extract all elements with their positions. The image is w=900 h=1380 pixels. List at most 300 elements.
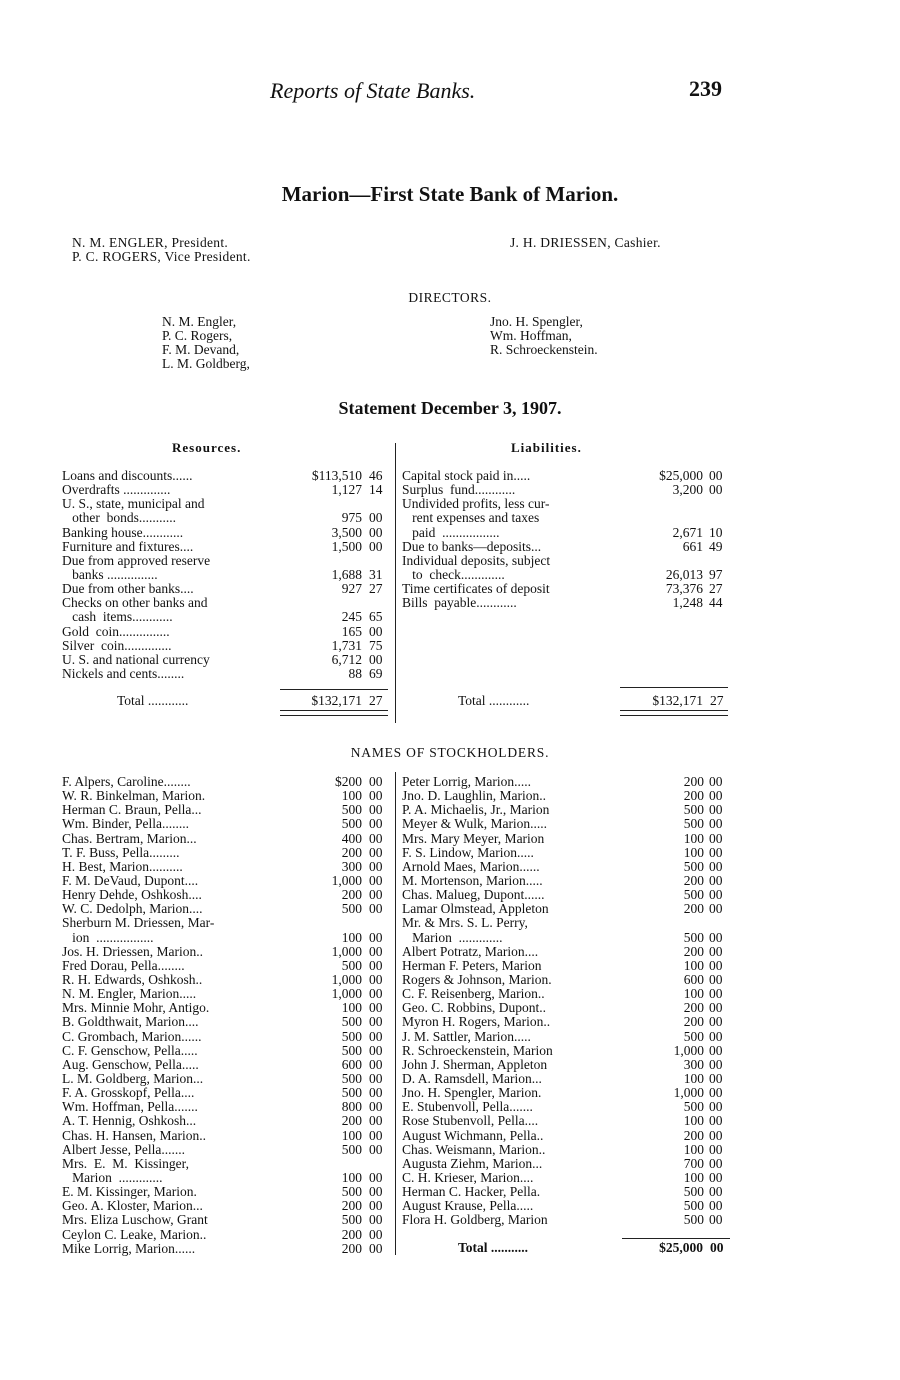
table-row — [62, 1185, 392, 1199]
table-row — [402, 568, 730, 582]
row-cents: 00 — [709, 957, 723, 973]
table-row — [402, 1058, 732, 1072]
stockholders-total-dollars: $25,000 — [659, 1240, 703, 1255]
row-cents: 00 — [369, 1056, 383, 1072]
row-cents: 00 — [709, 1198, 723, 1214]
row-dollars: 73,376 — [665, 581, 703, 597]
table-row — [62, 667, 390, 681]
table-row — [402, 1015, 732, 1029]
row-cents: 00 — [369, 1141, 383, 1157]
row-label: Meyer & Wulk, Marion..... — [402, 816, 548, 832]
row-cents: 00 — [369, 1212, 383, 1228]
row-label: Ceylon C. Leake, Marion.. — [62, 1226, 207, 1242]
liabilities-total-cents: 27 — [710, 693, 724, 708]
row-cents: 00 — [709, 1113, 723, 1129]
row-dollars: 1,127 — [331, 482, 362, 498]
table-row — [62, 902, 392, 916]
table-row — [62, 987, 392, 1001]
row-cents: 00 — [369, 1226, 383, 1242]
row-cents: 14 — [369, 482, 383, 498]
row-cents: 44 — [709, 595, 723, 611]
row-label: Arnold Maes, Marion...... — [402, 858, 540, 874]
row-cents: 00 — [369, 538, 383, 554]
row-dollars: 500 — [341, 1085, 362, 1101]
directors-left-list — [162, 315, 250, 371]
resources-table — [62, 469, 390, 681]
table-row — [62, 483, 390, 497]
row-dollars: 400 — [341, 830, 362, 846]
table-row — [402, 1072, 732, 1086]
table-row — [62, 469, 390, 483]
row-dollars: 500 — [341, 1042, 362, 1058]
row-label: P. A. Michaelis, Jr., Marion — [402, 802, 550, 818]
table-row — [62, 803, 392, 817]
row-label: F. A. Grosskopf, Pella.... — [62, 1085, 195, 1101]
row-label: Due from other banks.... — [62, 581, 194, 597]
row-label: H. Best, Marion.......... — [62, 858, 183, 874]
director-name: F. M. Devand, — [162, 342, 240, 357]
row-cents: 00 — [709, 1155, 723, 1171]
row-label: Undivided profits, less cur- — [402, 496, 550, 512]
row-label: U. S. and national currency — [62, 651, 210, 667]
row-label: Chas. H. Hansen, Marion.. — [62, 1127, 206, 1143]
row-cents: 46 — [369, 468, 383, 483]
row-dollars: 100 — [341, 788, 362, 804]
row-dollars: 1,000 — [673, 1042, 704, 1058]
row-dollars: 88 — [348, 665, 362, 681]
row-cents: 00 — [709, 929, 723, 945]
table-row — [402, 803, 732, 817]
row-dollars: 1,500 — [331, 538, 362, 554]
row-cents: 27 — [369, 581, 383, 597]
row-cents: 00 — [709, 986, 723, 1002]
row-cents: 00 — [369, 816, 383, 832]
stockholders-left-list — [62, 775, 392, 1256]
balance-divider — [395, 443, 396, 723]
row-dollars: 300 — [341, 858, 362, 874]
row-label: Albert Potratz, Marion.... — [402, 943, 539, 959]
row-cents: 00 — [369, 1042, 383, 1058]
table-row — [62, 1044, 392, 1058]
row-cents: 00 — [369, 858, 383, 874]
row-label: Due to banks—deposits... — [402, 538, 542, 554]
row-cents: 00 — [709, 1056, 723, 1072]
row-cents: 00 — [369, 887, 383, 903]
liabilities-heading: Liabilities. — [511, 440, 582, 455]
row-label: Herman F. Peters, Marion — [402, 957, 542, 973]
table-row — [402, 973, 732, 987]
row-dollars: 100 — [683, 1070, 704, 1086]
row-label: L. M. Goldberg, Marion... — [62, 1070, 204, 1086]
row-dollars: 500 — [341, 1070, 362, 1086]
table-row — [62, 1001, 392, 1015]
resources-subtotal-rule — [280, 689, 388, 690]
table-row — [402, 832, 732, 846]
table-row — [402, 874, 732, 888]
row-cents: 00 — [709, 788, 723, 804]
table-row — [62, 789, 392, 803]
table-row — [62, 888, 392, 902]
liabilities-total-dollars: $132,171 — [652, 693, 703, 708]
row-label: Mrs. Minnie Mohr, Antigo. — [62, 1000, 210, 1016]
row-label: Albert Jesse, Pella....... — [62, 1141, 185, 1157]
directors-right-list — [490, 315, 598, 357]
row-cents: 00 — [369, 1085, 383, 1101]
row-label: E. M. Kissinger, Marion. — [62, 1184, 197, 1200]
row-label: Nickels and cents........ — [62, 665, 185, 681]
table-row — [402, 1044, 732, 1058]
row-label: Myron H. Rogers, Marion.. — [402, 1014, 551, 1030]
row-dollars: 500 — [683, 1212, 704, 1228]
row-dollars: 500 — [341, 1212, 362, 1228]
table-row — [62, 526, 390, 540]
row-dollars: 500 — [683, 816, 704, 832]
statement-title: Statement December 3, 1907. — [338, 398, 562, 418]
table-row — [62, 1114, 392, 1128]
row-dollars: 975 — [341, 510, 362, 526]
table-row — [402, 526, 730, 540]
row-dollars: $25,000 — [659, 468, 703, 483]
table-row — [402, 540, 730, 554]
row-dollars: 1,248 — [672, 595, 703, 611]
row-dollars: 600 — [683, 971, 704, 987]
row-label: Rogers & Johnson, Marion. — [402, 971, 552, 987]
row-dollars: 500 — [683, 1184, 704, 1200]
table-row — [62, 625, 390, 639]
row-cents: 00 — [709, 1127, 723, 1143]
row-label: B. Goldthwait, Marion.... — [62, 1014, 199, 1030]
row-cents: 00 — [709, 468, 723, 483]
table-row — [62, 775, 392, 789]
row-label: Chas. Malueg, Dupont...... — [402, 887, 545, 903]
row-dollars: 1,000 — [331, 986, 362, 1002]
row-label: Time certificates of deposit — [402, 581, 550, 597]
row-dollars: 200 — [683, 774, 704, 789]
row-label: M. Mortenson, Marion..... — [402, 872, 543, 888]
row-label: Capital stock paid in..... — [402, 468, 531, 483]
row-dollars: 700 — [683, 1155, 704, 1171]
table-row — [402, 1030, 732, 1044]
row-cents: 00 — [369, 1198, 383, 1214]
officer-vice-president: P. C. ROGERS, Vice President. — [72, 249, 251, 264]
stockholders-total-cents: 00 — [710, 1240, 724, 1255]
table-row — [62, 945, 392, 959]
table-row — [62, 1143, 392, 1157]
row-cents: 00 — [709, 1099, 723, 1115]
row-label: Jno. H. Spengler, Marion. — [402, 1085, 542, 1101]
row-dollars: 100 — [683, 957, 704, 973]
row-dollars: 1,000 — [331, 943, 362, 959]
table-row — [62, 511, 390, 525]
row-dollars: 500 — [341, 1141, 362, 1157]
table-row — [62, 554, 390, 568]
row-dollars: 500 — [683, 1198, 704, 1214]
director-name: Wm. Hoffman, — [490, 328, 572, 343]
row-cents: 00 — [709, 774, 723, 789]
table-row — [62, 1157, 392, 1171]
row-label: Chas. Bertram, Marion... — [62, 830, 197, 846]
row-dollars: 500 — [341, 1028, 362, 1044]
row-label: Fred Dorau, Pella........ — [62, 957, 185, 973]
row-dollars: 500 — [683, 1028, 704, 1044]
row-label: Loans and discounts...... — [62, 468, 193, 483]
table-row — [402, 945, 732, 959]
liabilities-table — [402, 469, 730, 610]
row-label: Herman C. Braun, Pella... — [62, 802, 202, 818]
row-dollars: 3,500 — [331, 524, 362, 540]
row-cents: 00 — [369, 788, 383, 804]
row-cents: 00 — [709, 1141, 723, 1157]
row-cents: 00 — [709, 1169, 723, 1185]
row-cents: 97 — [709, 566, 723, 582]
table-row — [62, 1228, 392, 1242]
table-row — [402, 1129, 732, 1143]
row-dollars: 500 — [683, 929, 704, 945]
table-row — [62, 568, 390, 582]
table-row — [62, 1242, 392, 1256]
table-row — [402, 916, 732, 930]
row-dollars: 200 — [341, 1226, 362, 1242]
row-cents: 00 — [709, 482, 723, 498]
table-row — [402, 1213, 732, 1227]
row-cents: 00 — [709, 1014, 723, 1030]
row-dollars: 1,000 — [673, 1085, 704, 1101]
row-label: E. Stubenvoll, Pella....... — [402, 1099, 533, 1115]
table-row — [62, 1100, 392, 1114]
table-row — [402, 789, 732, 803]
row-cents: 00 — [369, 986, 383, 1002]
row-label: Sherburn M. Driessen, Mar- — [62, 915, 215, 931]
row-dollars: 500 — [341, 1184, 362, 1200]
table-row — [402, 582, 730, 596]
bank-title: Marion—First State Bank of Marion. — [281, 182, 619, 206]
table-row — [402, 1171, 732, 1185]
table-row — [62, 610, 390, 624]
table-row — [402, 987, 732, 1001]
officer-president: N. M. ENGLER, President. — [72, 235, 229, 250]
row-dollars: 100 — [341, 1127, 362, 1143]
resources-heading: Resources. — [172, 440, 242, 455]
row-label: Bills payable............ — [402, 595, 517, 611]
row-dollars: 26,013 — [665, 566, 703, 582]
table-row — [62, 832, 392, 846]
row-cents: 00 — [709, 1042, 723, 1058]
row-dollars: 200 — [341, 1113, 362, 1129]
row-cents: 49 — [709, 538, 723, 554]
table-row — [402, 1199, 732, 1213]
row-label: C. H. Krieser, Marion.... — [402, 1169, 534, 1185]
row-cents: 27 — [709, 581, 723, 597]
table-row — [62, 846, 392, 860]
row-label: Augusta Ziehm, Marion... — [402, 1155, 543, 1171]
table-row — [402, 483, 730, 497]
row-label: F. Alpers, Caroline........ — [62, 774, 191, 789]
table-row — [402, 1114, 732, 1128]
row-cents: 00 — [369, 510, 383, 526]
row-dollars: 200 — [341, 887, 362, 903]
row-dollars: 500 — [683, 858, 704, 874]
director-name: P. C. Rogers, — [162, 328, 233, 343]
row-dollars: 200 — [683, 943, 704, 959]
row-dollars: 200 — [683, 1000, 704, 1016]
table-row — [402, 888, 732, 902]
row-label: C. F. Genschow, Pella..... — [62, 1042, 198, 1058]
row-cents: 00 — [369, 1169, 383, 1185]
row-dollars: 200 — [683, 901, 704, 917]
row-dollars: 500 — [341, 802, 362, 818]
row-label: Marion ............. — [402, 929, 503, 945]
stockholders-divider — [395, 772, 396, 1255]
row-dollars: 600 — [341, 1056, 362, 1072]
row-cents: 00 — [709, 901, 723, 917]
table-row — [62, 973, 392, 987]
row-cents: 00 — [709, 1212, 723, 1228]
row-label: Herman C. Hacker, Pella. — [402, 1184, 541, 1200]
row-cents: 00 — [709, 1085, 723, 1101]
row-dollars: 500 — [341, 1014, 362, 1030]
resources-total-label: Total ............ — [117, 693, 189, 708]
page-number: 239 — [689, 76, 722, 101]
table-row — [402, 1100, 732, 1114]
row-label: Aug. Genschow, Pella..... — [62, 1056, 199, 1072]
row-cents: 00 — [709, 816, 723, 832]
row-cents: 00 — [709, 971, 723, 987]
row-cents: 00 — [369, 844, 383, 860]
row-cents: 00 — [369, 1184, 383, 1200]
row-label: Checks on other banks and — [62, 595, 208, 611]
row-cents: 00 — [369, 830, 383, 846]
row-cents: 00 — [369, 774, 383, 789]
row-dollars: 1,731 — [331, 637, 362, 653]
row-dollars: 200 — [683, 1014, 704, 1030]
row-dollars: 800 — [341, 1099, 362, 1115]
row-cents: 00 — [369, 1127, 383, 1143]
table-row — [62, 582, 390, 596]
row-cents: 00 — [709, 943, 723, 959]
row-cents: 00 — [369, 1000, 383, 1016]
row-label: U. S., state, municipal and — [62, 496, 205, 512]
row-label: Silver coin.............. — [62, 637, 172, 653]
row-cents: 00 — [369, 929, 383, 945]
row-label: Individual deposits, subject — [402, 552, 551, 568]
table-row — [402, 511, 730, 525]
row-dollars: 500 — [683, 1099, 704, 1115]
row-cents: 00 — [369, 623, 383, 639]
row-label: rent expenses and taxes — [402, 510, 540, 526]
row-cents: 00 — [369, 1099, 383, 1115]
table-row — [402, 1185, 732, 1199]
row-label: A. T. Hennig, Oshkosh... — [62, 1113, 197, 1129]
liabilities-total-label: Total ............ — [458, 693, 530, 708]
table-row — [62, 596, 390, 610]
table-row — [62, 540, 390, 554]
director-name: L. M. Goldberg, — [162, 356, 250, 371]
row-label: John J. Sherman, Appleton — [402, 1056, 548, 1072]
row-dollars: 2,671 — [672, 524, 703, 540]
row-dollars: 1,000 — [331, 872, 362, 888]
table-row — [62, 1058, 392, 1072]
director-name: N. M. Engler, — [162, 314, 237, 329]
row-dollars: 245 — [341, 609, 362, 625]
table-row — [62, 639, 390, 653]
row-label: Peter Lorrig, Marion..... — [402, 774, 531, 789]
table-row — [402, 596, 730, 610]
row-cents: 00 — [369, 1240, 383, 1256]
row-label: T. F. Buss, Pella......... — [62, 844, 180, 860]
directors-heading: DIRECTORS. — [408, 290, 492, 305]
row-dollars: 1,688 — [331, 566, 362, 582]
table-row — [402, 469, 730, 483]
row-dollars: 3,200 — [672, 482, 703, 498]
table-row — [62, 1199, 392, 1213]
row-dollars: 300 — [683, 1056, 704, 1072]
table-row — [62, 916, 392, 930]
table-row — [402, 1143, 732, 1157]
row-label: Mrs. Mary Meyer, Marion — [402, 830, 545, 846]
stockholders-total-rule — [622, 1238, 730, 1239]
row-cents: 00 — [709, 858, 723, 874]
table-row — [62, 931, 392, 945]
row-dollars: 100 — [683, 1113, 704, 1129]
row-label: R. Schroeckenstein, Marion — [402, 1042, 553, 1058]
table-row — [402, 497, 730, 511]
row-cents: 10 — [709, 524, 723, 540]
table-row — [62, 874, 392, 888]
row-dollars: 100 — [341, 1000, 362, 1016]
row-label: paid ................. — [402, 524, 500, 540]
table-row — [402, 860, 732, 874]
table-row — [62, 860, 392, 874]
row-cents: 00 — [709, 1184, 723, 1200]
row-dollars: 661 — [682, 538, 703, 554]
table-row — [402, 554, 730, 568]
stockholders-heading: NAMES OF STOCKHOLDERS. — [350, 745, 550, 760]
row-dollars: 500 — [341, 957, 362, 973]
row-label: Lamar Olmstead, Appleton — [402, 901, 549, 917]
table-row — [62, 653, 390, 667]
row-cents: 00 — [369, 957, 383, 973]
row-label: other bonds........... — [62, 510, 176, 526]
row-label: ion ................. — [62, 929, 154, 945]
row-label: Wm. Binder, Pella........ — [62, 816, 189, 832]
resources-total-cents: 27 — [369, 693, 383, 708]
row-label: C. F. Reisenberg, Marion.. — [402, 986, 545, 1002]
row-dollars: $200 — [335, 774, 362, 789]
row-cents: 00 — [709, 844, 723, 860]
resources-total-double-rule — [280, 710, 388, 716]
row-label: Gold coin............... — [62, 623, 170, 639]
row-label: Geo. A. Kloster, Marion... — [62, 1198, 203, 1214]
row-cents: 00 — [709, 872, 723, 888]
row-cents: 00 — [369, 802, 383, 818]
row-cents: 00 — [369, 524, 383, 540]
row-label: to check............. — [402, 566, 505, 582]
row-label: August Krause, Pella..... — [402, 1198, 534, 1214]
row-dollars: 100 — [683, 844, 704, 860]
row-dollars: 1,000 — [331, 971, 362, 987]
row-dollars: 100 — [341, 929, 362, 945]
row-cents: 00 — [369, 651, 383, 667]
row-label: Marion ............. — [62, 1169, 163, 1185]
row-dollars: 200 — [683, 872, 704, 888]
table-row — [402, 902, 732, 916]
row-label: banks ............... — [62, 566, 158, 582]
row-label: F. M. DeVaud, Dupont.... — [62, 872, 199, 888]
table-row — [62, 1171, 392, 1185]
row-cents: 00 — [369, 1113, 383, 1129]
row-label: Wm. Hoffman, Pella....... — [62, 1099, 198, 1115]
row-label: Mike Lorrig, Marion...... — [62, 1240, 196, 1256]
